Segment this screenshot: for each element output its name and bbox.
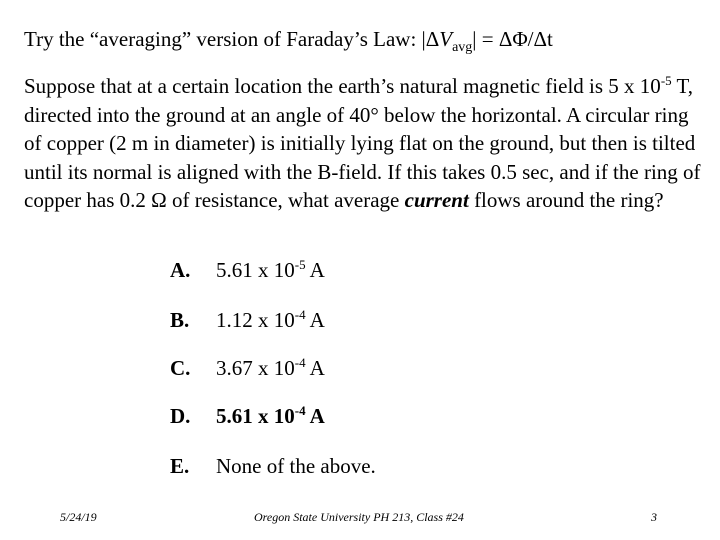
choice-a [170,256,325,284]
footer-course: Oregon State University PH 213, Class #24 [254,510,464,524]
heading-suffix: | = ΔΦ/Δt [472,27,553,51]
problem-exponent: -5 [660,73,672,88]
choice-d [170,402,325,430]
choice-d-value: 5.61 x $10^{-4}$ A [216,403,325,428]
choice-b [170,306,325,334]
choice-c-letter: C. [170,356,191,380]
problem-part-1: Suppose that at a certain location the earth’s natural magnetic field is 5 x 10 [24,74,661,98]
slide-heading [24,24,553,63]
choice-a-value: 5.61 x $10^{-5}$ A [216,257,325,282]
heading-v-symbol: V [439,27,453,51]
heading-v-subscript: avg [452,40,473,55]
choice-c-value: 3.67 x $10^{-4}$ A [216,355,325,380]
problem-part-2: T, directed into the ground at an angle of 40° below the horizontal. A circular ring of copper (2 m in diameter) is initially lying flat on the ground, but then is tilted until its normal is aligned with the B-field. If this takes 0.5 sec, and if the ring of copper has 0.2 Ω of resistance, what average [24,74,701,212]
problem-part-3: flows around the ring? [468,188,664,212]
problem-emphasis: current [404,188,469,212]
choice-c [170,354,325,382]
footer-date: 5/24/19 [60,510,97,524]
heading-prefix: Try the “averaging” version of Faraday’s Law: |Δ [24,27,440,51]
choice-e-letter: E. [170,454,190,478]
problem-statement [24,72,704,215]
choice-a-letter: A. [170,258,191,282]
choice-e-value: None of the above. [216,454,376,478]
footer-page-number: 3 [651,510,657,524]
choice-b-letter: B. [170,308,190,332]
choice-d-letter: D. [170,404,191,428]
choice-b-value: 1.12 x $10^{-4}$ A [216,307,325,332]
choice-e [170,452,376,480]
